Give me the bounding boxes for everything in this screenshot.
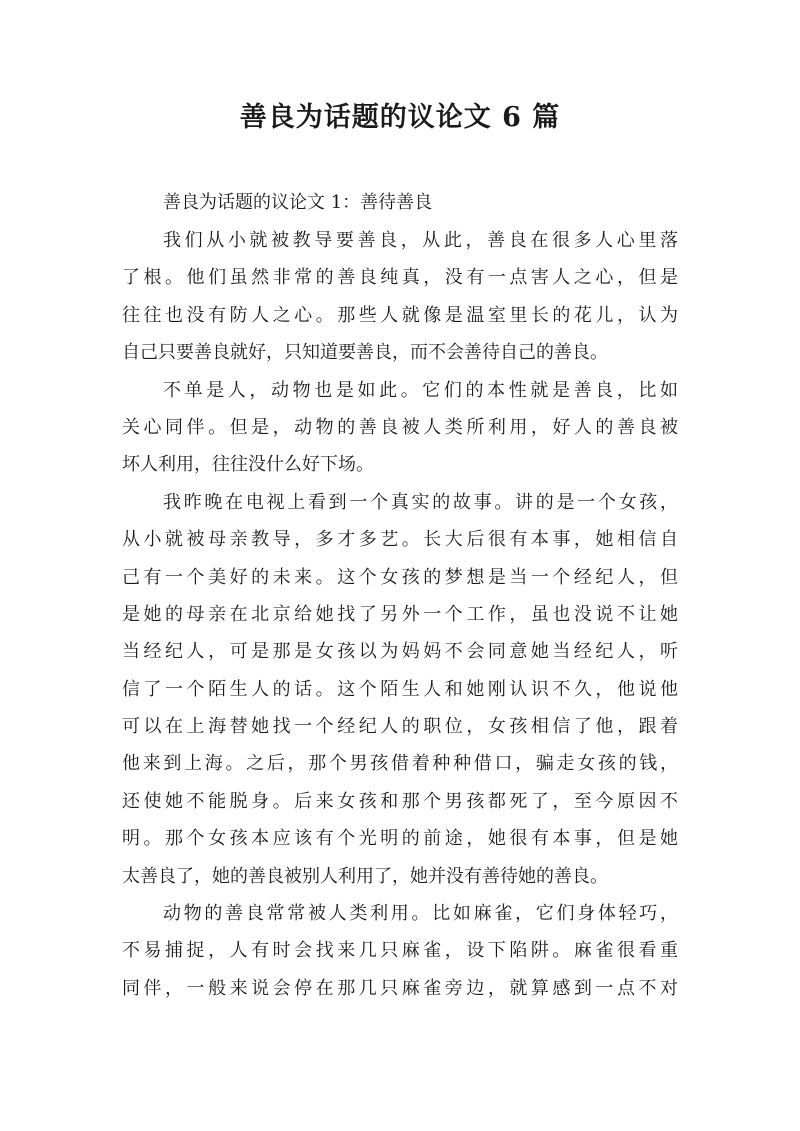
document-body (122, 184, 678, 1007)
paragraph-line: 还使她不能脱身。后来女孩和那个男孩都死了，至今原因不 (122, 790, 678, 812)
paragraph-line: 同伴，一般来说会停在那几只麻雀旁边，就算感到一点不对 (122, 977, 678, 999)
section-subtitle: 善良为话题的议论文 1：善待善良 (163, 192, 433, 213)
paragraph-line: 当经纪人，可是那是女孩以为妈妈不会同意她当经纪人，听 (122, 641, 678, 663)
paragraph-line: 信了一个陌生人的话。这个陌生人和她刚认识不久，他说他 (122, 678, 678, 700)
paragraph (122, 222, 678, 372)
paragraph-line: 了根。他们虽然非常的善良纯真，没有一点害人之心，但是 (122, 267, 678, 289)
paragraph-line: 我们从小就被教导要善良，从此，善良在很多人心里落 (163, 230, 678, 251)
paragraph (122, 372, 678, 484)
paragraph (122, 484, 678, 895)
paragraph-line: 明。那个女孩本应该有个光明的前途，她很有本事，但是她 (122, 828, 678, 850)
paragraph (122, 895, 678, 1007)
paragraph-line: 坏人利用，往往没什么好下场。 (122, 454, 374, 476)
paragraph-line: 从小就被母亲教导，多才多艺。长大后很有本事，她相信自 (122, 529, 678, 551)
paragraph-line: 是她的母亲在北京给她找了另外一个工作，虽也没说不让她 (122, 603, 678, 625)
paragraph-line: 自己只要善良就好，只知道要善良，而不会善待自己的善良。 (122, 342, 608, 364)
paragraph-line: 我昨晚在电视上看到一个真实的故事。讲的是一个女孩， (163, 491, 678, 513)
paragraph-line: 太善良了，她的善良被别人利用了，她并没有善待她的善良。 (122, 865, 608, 887)
paragraph-line: 不单是人，动物也是如此。它们的本性就是善良，比如 (163, 379, 678, 401)
paragraph-line: 往往也没有防人之心。那些人就像是温室里长的花儿，认为 (122, 304, 678, 326)
paragraph-line: 他来到上海。之后，那个男孩借着种种借口，骗走女孩的钱， (122, 753, 678, 775)
paragraph-line: 可以在上海替她找一个经纪人的职位，女孩相信了他，跟着 (122, 716, 678, 738)
paragraph-line: 己有一个美好的未来。这个女孩的梦想是当一个经纪人，但 (122, 566, 678, 588)
paragraph-line: 关心同伴。但是，动物的善良被人类所利用，好人的善良被 (122, 416, 678, 438)
document-title: 善良为话题的议论文 6 篇 (239, 102, 561, 133)
paragraph-line: 不易捕捉，人有时会找来几只麻雀，设下陷阱。麻雀很看重 (122, 940, 678, 962)
paragraph-line: 动物的善良常常被人类利用。比如麻雀，它们身体轻巧， (163, 903, 678, 925)
